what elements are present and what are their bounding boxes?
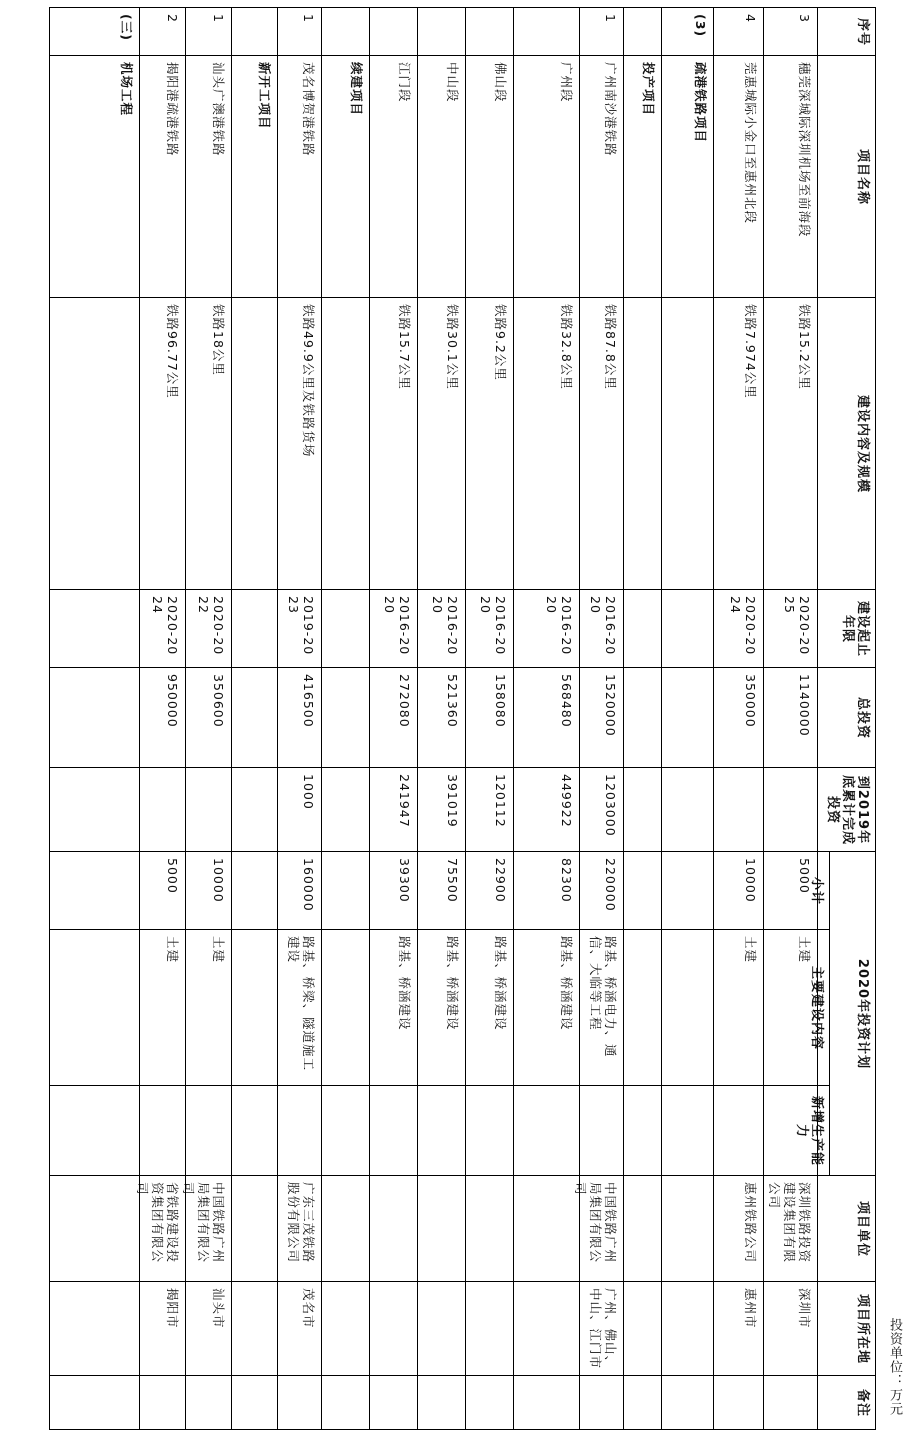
row-12-name	[185, 55, 232, 298]
row-0-subtotal	[763, 851, 818, 930]
row-14-content	[49, 297, 140, 590]
row-10-note	[277, 1375, 322, 1430]
row-11-note	[231, 1375, 278, 1430]
row-12-total	[185, 667, 232, 768]
row-3-note	[623, 1375, 662, 1430]
row-3-main	[623, 929, 662, 1086]
row-0-name	[763, 55, 818, 298]
row-11-loc	[231, 1281, 278, 1376]
row-7-cap	[417, 1085, 466, 1176]
row-7-content	[417, 297, 466, 590]
row-11-name-text: 新开工项目	[257, 62, 272, 130]
row-2-subtotal	[661, 851, 714, 930]
row-8-content	[369, 297, 418, 590]
row-12-cum	[185, 767, 232, 852]
row-6-seq	[465, 7, 514, 56]
row-14-loc	[49, 1281, 140, 1376]
row-3-total	[623, 667, 662, 768]
header-seq	[817, 7, 876, 56]
row-12-loc	[185, 1281, 232, 1376]
row-3-years	[623, 589, 662, 668]
row-2-name-text: 疏港铁路项目	[693, 62, 708, 144]
row-12-unit	[181, 1175, 232, 1282]
row-0-years	[763, 589, 818, 668]
row-8-content-text: 铁路15.7公里	[397, 304, 412, 390]
row-10-content	[277, 297, 322, 590]
header-subtotal	[809, 851, 830, 930]
header-unit	[817, 1175, 876, 1282]
row-9-main	[321, 929, 370, 1086]
row-4-unit	[573, 1175, 624, 1282]
row-9-note	[321, 1375, 370, 1430]
row-4-content	[579, 297, 624, 590]
row-10-seq-text: 1	[301, 14, 316, 23]
row-4-name-text: 广州南沙港铁路	[603, 62, 618, 157]
row-3-name	[623, 55, 662, 298]
row-13-total-text: 950000	[165, 674, 180, 728]
row-7-cum	[417, 767, 466, 852]
row-8-seq	[369, 7, 418, 56]
row-6-name	[465, 55, 514, 298]
row-7-unit	[417, 1175, 466, 1282]
row-12-seq-text: 1	[211, 14, 226, 23]
row-14-subtotal	[49, 851, 140, 930]
row-8-name	[369, 55, 418, 298]
row-10-years	[277, 589, 322, 668]
row-7-subtotal-text: 75500	[445, 858, 460, 903]
row-14-unit	[49, 1175, 140, 1282]
row-8-note	[369, 1375, 418, 1430]
row-10-main-text: 路基、桥梁、隧道施工建设	[286, 936, 316, 1072]
row-6-loc	[465, 1281, 514, 1376]
row-12-years	[185, 589, 232, 668]
row-7-seq	[417, 7, 466, 56]
row-5-name	[513, 55, 580, 298]
row-9-unit	[321, 1175, 370, 1282]
row-3-cap	[623, 1085, 662, 1176]
row-11-subtotal	[231, 851, 278, 930]
row-9-name	[321, 55, 370, 298]
row-7-subtotal	[417, 851, 466, 930]
row-1-total-text: 350000	[743, 674, 758, 728]
row-13-loc	[139, 1281, 186, 1376]
row-13-years	[139, 589, 186, 668]
row-6-cum	[465, 767, 514, 852]
row-1-loc	[713, 1281, 764, 1376]
row-0-name-text: 穗莞深城际深圳机场至前海段	[797, 62, 812, 238]
row-4-name	[579, 55, 624, 298]
row-9-cap	[321, 1085, 370, 1176]
row-8-loc	[369, 1281, 418, 1376]
row-4-loc	[579, 1281, 624, 1376]
row-13-unit	[135, 1175, 186, 1282]
row-10-main	[277, 929, 322, 1086]
row-4-years-text: 2016-2020	[588, 596, 618, 656]
row-7-content-text: 铁路30.1公里	[445, 304, 460, 390]
row-4-content-text: 铁路87.8公里	[603, 304, 618, 390]
row-1-seq	[713, 7, 764, 56]
row-6-content	[465, 297, 514, 590]
row-10-total	[277, 667, 322, 768]
row-7-total	[417, 667, 466, 768]
row-7-main	[417, 929, 466, 1086]
row-13-subtotal-text: 5000	[165, 858, 180, 894]
row-13-total	[139, 667, 186, 768]
row-0-main-text: 土建	[797, 936, 812, 964]
header-content	[817, 297, 876, 590]
row-2-loc	[661, 1281, 714, 1376]
header-plan-group-text: 2020年投资计划	[855, 958, 870, 1070]
row-10-cum	[277, 767, 322, 852]
row-5-main-text: 路基、桥涵建设	[559, 936, 574, 1031]
row-7-years	[417, 589, 466, 668]
row-0-content	[763, 297, 818, 590]
row-1-main	[713, 929, 764, 1086]
row-9-seq	[321, 7, 370, 56]
row-13-cap	[139, 1085, 186, 1176]
row-5-cum-text: 449922	[559, 774, 574, 828]
row-4-note	[579, 1375, 624, 1430]
row-1-cum	[713, 767, 764, 852]
row-11-main	[231, 929, 278, 1086]
row-14-name	[49, 55, 140, 298]
row-5-cap	[513, 1085, 580, 1176]
header-subtotal-text: 小计	[809, 876, 824, 905]
row-13-content-text: 铁路96.77公里	[165, 304, 180, 399]
row-12-content	[185, 297, 232, 590]
row-6-subtotal-text: 22900	[493, 858, 508, 903]
row-8-unit	[369, 1175, 418, 1282]
row-13-cum	[139, 767, 186, 852]
row-13-content	[139, 297, 186, 590]
row-8-subtotal	[369, 851, 418, 930]
row-10-loc	[277, 1281, 322, 1376]
row-12-main-text: 土建	[211, 936, 226, 964]
row-8-main-text: 路基、桥涵建设	[397, 936, 412, 1031]
row-6-content-text: 铁路9.2公里	[493, 304, 508, 381]
row-1-name	[713, 55, 764, 298]
row-11-seq	[231, 7, 278, 56]
row-1-unit-text: 惠州铁路公司	[743, 1182, 758, 1264]
row-9-years	[321, 589, 370, 668]
row-12-subtotal	[185, 851, 232, 930]
row-11-total	[231, 667, 278, 768]
row-0-subtotal-text: 5000	[797, 858, 812, 894]
row-7-total-text: 521360	[445, 674, 460, 728]
row-6-years	[465, 589, 514, 668]
row-8-cap	[369, 1085, 418, 1176]
header-plan-group	[829, 851, 876, 1176]
row-3-cum	[623, 767, 662, 852]
row-4-main	[579, 929, 624, 1086]
row-11-cum	[231, 767, 278, 852]
row-1-main-text: 土建	[743, 936, 758, 964]
row-6-main	[465, 929, 514, 1086]
row-14-total	[49, 667, 140, 768]
row-13-name-text: 揭阳港疏港铁路	[165, 62, 180, 157]
row-2-seq	[661, 7, 714, 56]
header-name	[817, 55, 876, 298]
row-7-name	[417, 55, 466, 298]
header-cum	[817, 767, 876, 852]
row-1-years	[713, 589, 764, 668]
row-11-unit	[231, 1175, 278, 1282]
row-2-name	[661, 55, 714, 298]
row-1-unit	[713, 1175, 764, 1282]
row-1-content	[713, 297, 764, 590]
row-0-note	[763, 1375, 818, 1430]
row-5-cum	[513, 767, 580, 852]
row-9-total	[321, 667, 370, 768]
row-5-total-text: 568480	[559, 674, 574, 728]
row-10-years-text: 2019-2023	[286, 596, 316, 656]
row-6-unit	[465, 1175, 514, 1282]
row-13-seq	[139, 7, 186, 56]
row-7-main-text: 路基、桥涵建设	[445, 936, 460, 1031]
row-14-years	[49, 589, 140, 668]
row-10-cap	[277, 1085, 322, 1176]
row-0-loc-text: 深圳市	[797, 1288, 812, 1329]
row-0-total-text: 1140000	[797, 674, 812, 737]
row-13-subtotal	[139, 851, 186, 930]
row-4-unit-text: 中国铁路广州局集团有限公司	[573, 1182, 618, 1264]
row-5-total	[513, 667, 580, 768]
row-4-cum	[579, 767, 624, 852]
row-1-content-text: 铁路7.974公里	[743, 304, 758, 399]
row-9-subtotal	[321, 851, 370, 930]
row-8-total-text: 272080	[397, 674, 412, 728]
row-2-note	[661, 1375, 714, 1430]
row-7-loc	[417, 1281, 466, 1376]
row-5-subtotal-text: 82300	[559, 858, 574, 903]
header-note-text: 备注	[855, 1388, 870, 1417]
header-name-text: 项目名称	[855, 148, 870, 205]
row-4-cum-text: 1203000	[603, 774, 618, 837]
row-6-cap	[465, 1085, 514, 1176]
row-12-years-text: 2020-2022	[196, 596, 226, 656]
row-0-cap	[763, 1085, 818, 1176]
row-6-cum-text: 120112	[493, 774, 508, 828]
row-1-total	[713, 667, 764, 768]
row-8-years	[369, 589, 418, 668]
row-2-content	[661, 297, 714, 590]
row-4-seq-text: 1	[603, 14, 618, 23]
row-10-content-text: 铁路49.9公里及铁路货场	[301, 304, 316, 458]
row-13-years-text: 2020-2024	[150, 596, 180, 656]
row-6-years-text: 2016-2020	[478, 596, 508, 656]
row-12-content-text: 铁路18公里	[211, 304, 226, 376]
header-unit-text: 项目单位	[855, 1200, 870, 1257]
row-12-note	[185, 1375, 232, 1430]
header-location	[817, 1281, 876, 1376]
row-1-subtotal	[713, 851, 764, 930]
row-5-subtotal	[513, 851, 580, 930]
row-13-loc-text: 揭阳市	[165, 1288, 180, 1329]
row-5-content-text: 铁路32.8公里	[559, 304, 574, 390]
row-11-content	[231, 297, 278, 590]
row-8-cum-text: 241947	[397, 774, 412, 828]
row-2-seq-text: (3)	[693, 14, 708, 38]
row-12-cap	[185, 1085, 232, 1176]
row-13-main	[139, 929, 186, 1086]
row-6-note	[465, 1375, 514, 1430]
row-14-seq-text: (三)	[119, 14, 134, 41]
row-13-main-text: 土建	[165, 936, 180, 964]
row-12-subtotal-text: 10000	[211, 858, 226, 903]
row-6-total	[465, 667, 514, 768]
header-capacity-text: 新增生产能力	[794, 1095, 824, 1166]
row-10-name-text: 茂名博贺港铁路	[301, 62, 316, 157]
row-4-subtotal-text: 220000	[603, 858, 618, 912]
row-13-name	[139, 55, 186, 298]
header-capacity	[794, 1085, 830, 1176]
row-2-cap	[661, 1085, 714, 1176]
row-5-unit	[513, 1175, 580, 1282]
row-6-subtotal	[465, 851, 514, 930]
row-9-content	[321, 297, 370, 590]
row-7-years-text: 2016-2020	[430, 596, 460, 656]
row-1-note	[713, 1375, 764, 1430]
row-5-name-text: 广州段	[559, 62, 574, 103]
row-9-name-text: 续建项目	[349, 62, 364, 117]
row-5-note	[513, 1375, 580, 1430]
row-8-subtotal-text: 39300	[397, 858, 412, 903]
row-10-loc-text: 茂名市	[301, 1288, 316, 1329]
row-3-seq	[623, 7, 662, 56]
row-8-name-text: 江门段	[397, 62, 412, 103]
row-13-seq-text: 2	[165, 14, 180, 23]
row-6-total-text: 158080	[493, 674, 508, 728]
row-0-seq	[763, 7, 818, 56]
row-2-cum	[661, 767, 714, 852]
investment-table	[8, 8, 876, 1430]
row-4-cap	[579, 1085, 624, 1176]
row-0-total	[763, 667, 818, 768]
header-main-content-text: 主要建设内容	[809, 965, 824, 1050]
row-11-name	[231, 55, 278, 298]
row-12-seq	[185, 7, 232, 56]
row-4-total-text: 1520000	[603, 674, 618, 737]
row-1-loc-text: 惠州市	[743, 1288, 758, 1329]
row-10-seq	[277, 7, 322, 56]
row-14-name-text: 机场工程	[119, 62, 134, 117]
row-10-subtotal-text: 160000	[301, 858, 316, 912]
row-0-seq-text: 3	[797, 14, 812, 23]
row-10-name	[277, 55, 322, 298]
row-0-content-text: 铁路15.2公里	[797, 304, 812, 390]
row-9-cum	[321, 767, 370, 852]
row-12-name-text: 汕头广澳港铁路	[211, 62, 226, 157]
row-12-unit-text: 中国铁路广州局集团有限公司	[181, 1182, 226, 1264]
row-1-subtotal-text: 10000	[743, 858, 758, 903]
row-0-unit-text: 深圳铁路投资建设集团有限公司	[767, 1182, 812, 1264]
row-10-subtotal	[277, 851, 322, 930]
row-5-years-text: 2016-2020	[544, 596, 574, 656]
row-3-content	[623, 297, 662, 590]
header-main-content	[809, 929, 830, 1086]
row-1-cap	[713, 1085, 764, 1176]
header-years	[817, 589, 876, 668]
row-2-main	[661, 929, 714, 1086]
header-total-text: 总投资	[855, 696, 870, 739]
row-14-cap	[49, 1085, 140, 1176]
row-6-main-text: 路基、桥涵建设	[493, 936, 508, 1031]
row-7-note	[417, 1375, 466, 1430]
row-8-main	[369, 929, 418, 1086]
row-1-years-text: 2020-2024	[728, 596, 758, 656]
header-years-text: 建设起止年限	[840, 600, 870, 657]
header-note	[817, 1375, 876, 1430]
row-11-cap	[231, 1085, 278, 1176]
row-14-cum	[49, 767, 140, 852]
row-5-years	[513, 589, 580, 668]
row-10-unit-text: 广东三茂铁路股份有限公司	[286, 1182, 316, 1264]
row-14-note	[49, 1375, 140, 1430]
row-5-main	[513, 929, 580, 1086]
row-8-years-text: 2016-2020	[382, 596, 412, 656]
row-9-loc	[321, 1281, 370, 1376]
header-cum-text: 到2019年底累计完成投资	[825, 774, 870, 845]
row-4-loc-text: 广州、佛山、中山、江门市	[588, 1288, 618, 1370]
row-4-seq	[579, 7, 624, 56]
row-8-total	[369, 667, 418, 768]
row-2-total	[661, 667, 714, 768]
row-4-years	[579, 589, 624, 668]
row-8-cum	[369, 767, 418, 852]
row-3-loc	[623, 1281, 662, 1376]
header-content-text: 建设内容及规模	[855, 394, 870, 493]
row-1-seq-text: 4	[743, 14, 758, 23]
row-0-cum	[763, 767, 818, 852]
header-location-text: 项目所在地	[855, 1293, 870, 1364]
row-1-name-text: 莞惠城际小金口至惠州北段	[743, 62, 758, 225]
row-0-unit	[763, 1175, 818, 1282]
row-2-unit	[661, 1175, 714, 1282]
row-12-main	[185, 929, 232, 1086]
header-seq-text: 序号	[855, 17, 870, 46]
row-10-cum-text: 1000	[301, 774, 316, 810]
row-3-name-text: 投产项目	[641, 62, 656, 117]
row-3-subtotal	[623, 851, 662, 930]
row-13-unit-text: 省铁路建设投资集团有限公司	[135, 1182, 180, 1264]
row-13-note	[139, 1375, 186, 1430]
unit-label: 投资单位：万元	[887, 1318, 902, 1416]
row-14-seq	[49, 7, 140, 56]
row-11-years	[231, 589, 278, 668]
row-4-subtotal	[579, 851, 624, 930]
row-14-main	[49, 929, 140, 1086]
row-12-loc-text: 汕头市	[211, 1288, 226, 1329]
row-4-main-text: 路基、桥涵电力、通信、大临等工程	[588, 936, 618, 1058]
row-3-unit	[623, 1175, 662, 1282]
row-4-total	[579, 667, 624, 768]
row-5-seq	[513, 7, 580, 56]
row-10-total-text: 416500	[301, 674, 316, 728]
row-6-name-text: 佛山段	[493, 62, 508, 103]
row-5-content	[513, 297, 580, 590]
row-5-loc	[513, 1281, 580, 1376]
row-12-total-text: 350600	[211, 674, 226, 728]
row-0-main	[763, 929, 818, 1086]
row-7-name-text: 中山段	[445, 62, 460, 103]
header-total	[817, 667, 876, 768]
row-10-unit	[277, 1175, 322, 1282]
row-2-years	[661, 589, 714, 668]
row-0-loc	[763, 1281, 818, 1376]
row-0-years-text: 2020-2025	[782, 596, 812, 656]
row-7-cum-text: 391019	[445, 774, 460, 828]
